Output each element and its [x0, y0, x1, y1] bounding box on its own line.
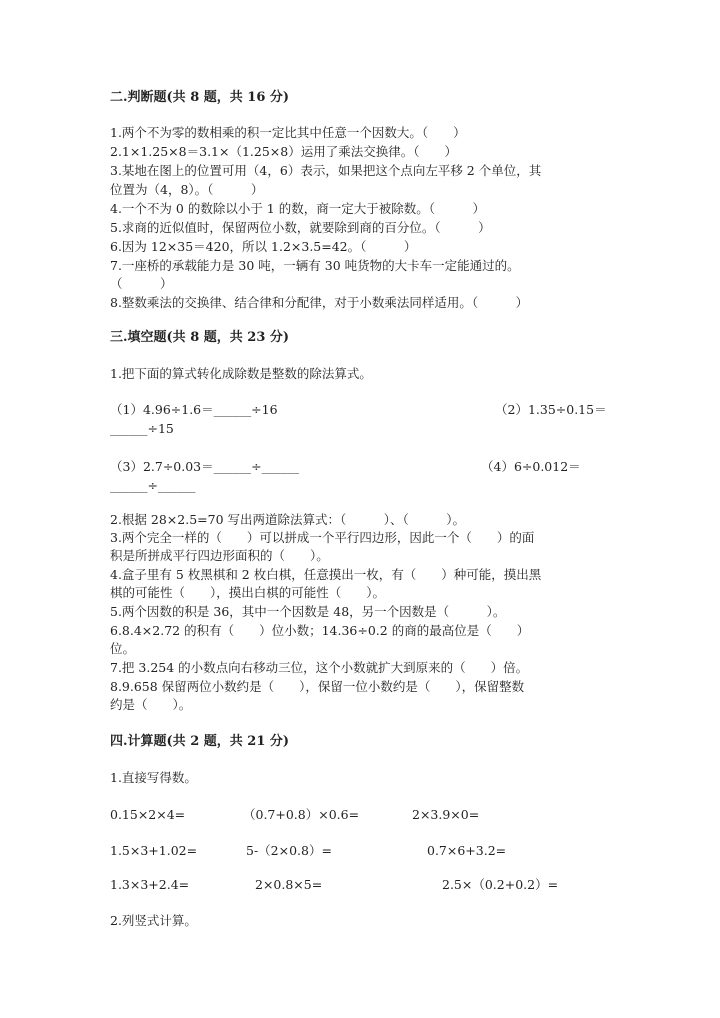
sub-question-text: （1）4.96÷1.6＝______÷16	[110, 402, 278, 417]
calc-item: 5-（2×0.8）=	[246, 843, 332, 858]
question-text: 5.求商的近似值时，保留两位小数，就要除到商的百分位。（ ）	[110, 220, 491, 235]
question-text: 1.直接写得数。	[110, 770, 197, 785]
question-text: （ ）	[110, 276, 173, 291]
calc-item: 0.15×2×4=	[110, 807, 186, 822]
calc-item: 1.5×3+1.02=	[110, 843, 198, 858]
question-text: 位置为（4，8）。（ ）	[110, 182, 264, 197]
question-text: 6.因为 12×35＝420，所以 1.2×3.5=42。（ ）	[110, 239, 417, 254]
question-text: 3.两个完全一样的（ ）可以拼成一个平行四边形，因此一个（ ）的面	[110, 530, 535, 545]
sub-question-text: （3）2.7÷0.03＝______÷______	[110, 459, 300, 474]
calc-item: 2.5×（0.2+0.2）=	[442, 877, 559, 892]
sub-question-text: （4）6÷0.012＝	[481, 459, 581, 474]
section-title-judgement: 二.判断题(共 8 题，共 16 分)	[110, 90, 290, 105]
section-title-fill-blank: 三.填空题(共 8 题，共 23 分)	[110, 330, 290, 345]
question-text: 7.一座桥的承载能力是 30 吨，一辆有 30 吨货物的大卡车一定能通过的。	[110, 258, 520, 273]
question-text: 4.一个不为 0 的数除以小于 1 的数，商一定大于被除数。（ ）	[110, 201, 485, 216]
calc-item: 2×3.9×0=	[412, 807, 480, 822]
question-text: 6.8.4×2.72 的积有（ ）位小数；14.36÷0.2 的商的最高位是（ ）	[110, 623, 530, 638]
sub-question-text: ______÷______	[110, 478, 196, 493]
question-text: 约是（ ）。	[110, 697, 192, 712]
question-text: 棋的可能性（ ），摸出白棋的可能性（ ）。	[110, 585, 386, 600]
calc-item: （0.7+0.8）×0.6=	[243, 807, 360, 822]
sub-question-text: ______÷15	[110, 421, 174, 436]
question-text: 5.两个因数的积是 36，其中一个因数是 48，另一个因数是（ ）。	[110, 604, 506, 619]
calc-item: 2×0.8×5=	[255, 877, 323, 892]
question-text: 2.根据 28×2.5=70 写出两道除法算式：（ ）、（ ）。	[110, 512, 466, 527]
question-text: 2.1×1.25×8＝3.1×（1.25×8）运用了乘法交换律。（ ）	[110, 144, 457, 159]
question-text: 3.某地在图上的位置可用（4，6）表示，如果把这个点向左平移 2 个单位，其	[110, 163, 542, 178]
calc-item: 0.7×6+3.2=	[427, 843, 507, 858]
calc-item: 1.3×3+2.4=	[110, 877, 190, 892]
question-text: 位。	[110, 641, 136, 656]
section-title-calculation: 四.计算题(共 2 题，共 21 分)	[110, 734, 290, 749]
question-text: 1.两个不为零的数相乘的积一定比其中任意一个因数大。（ ）	[110, 125, 466, 140]
question-text: 1.把下面的算式转化成除数是整数的除法算式。	[110, 366, 372, 381]
sub-question-text: （2）1.35÷0.15＝	[495, 402, 607, 417]
question-text: 8.整数乘法的交换律、结合律和分配律，对于小数乘法同样适用。（ ）	[110, 295, 529, 310]
question-text: 7.把 3.254 的小数点向右移动三位，这个小数就扩大到原来的（ ）倍。	[110, 660, 529, 675]
question-text: 4.盒子里有 5 枚黑棋和 2 枚白棋，任意摸出一枚，有（ ）种可能，摸出黑	[110, 567, 542, 582]
question-text: 2.列竖式计算。	[110, 913, 197, 928]
question-text: 积是所拼成平行四边形面积的（ ）。	[110, 548, 329, 563]
question-text: 8.9.658 保留两位小数约是（ ），保留一位小数约是（ ），保留整数	[110, 679, 525, 694]
